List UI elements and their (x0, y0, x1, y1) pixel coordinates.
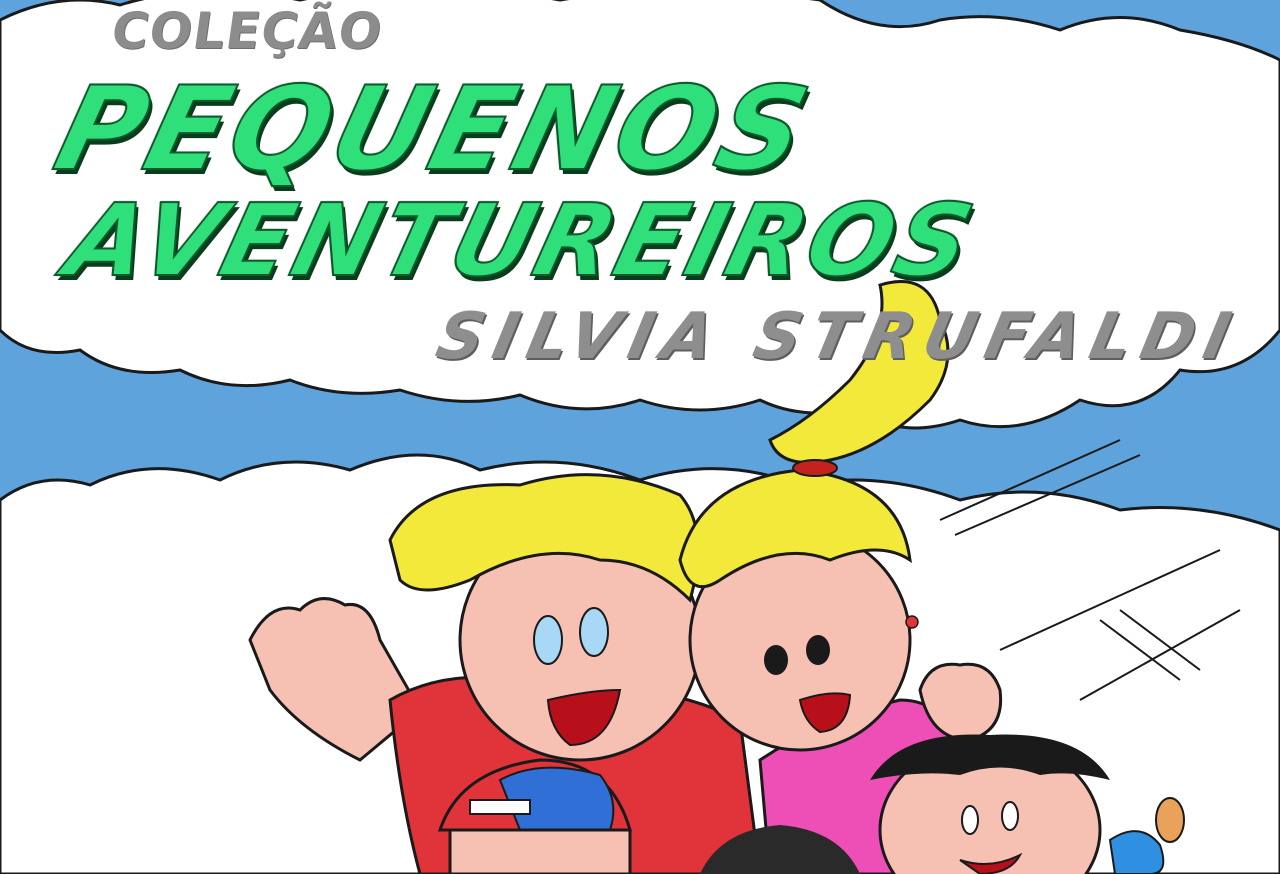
dark-haired-kid-left-eye (962, 806, 978, 834)
title-line-1: PEQUENOS (43, 62, 825, 197)
girl-earring (906, 616, 918, 628)
cap-kid-cap-brim (470, 800, 530, 814)
orange-object (1156, 798, 1184, 842)
title-line-2: AVENTUREIROS (55, 182, 987, 299)
author-name: SILVIA STRUFALDI (430, 300, 1247, 374)
cap-kid-cap-blue-panel (500, 768, 613, 830)
series-label: COLEÇÃO (107, 2, 387, 60)
girl-hair-tie (793, 460, 837, 476)
boy-left-eye (534, 616, 562, 664)
boy-right-eye (580, 608, 608, 656)
dark-haired-kid-right-eye (1002, 802, 1018, 830)
girl-left-eye (764, 645, 788, 675)
girl-right-eye (806, 635, 830, 665)
cap-kid-face (450, 830, 630, 874)
